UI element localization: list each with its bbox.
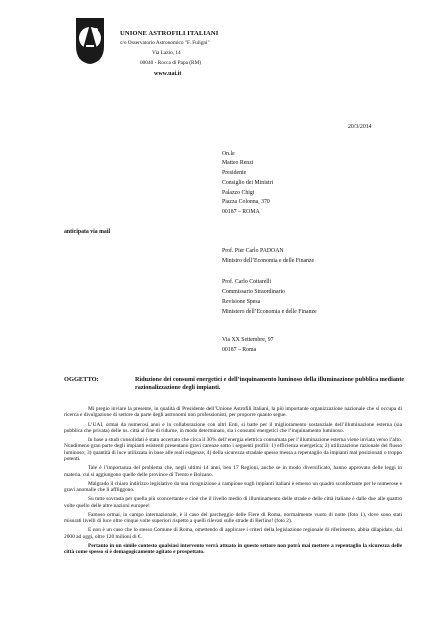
recipient3-dept: Revisione Spesa (222, 299, 261, 305)
recipient-office: Consiglio dei Ministri (222, 180, 274, 186)
address-line-1: c/o Osservatorio Astronomico "F. Fuligni" (120, 40, 210, 46)
uai-logo (72, 16, 108, 66)
subject-text: Riduzione dei consumi energetici e dell’inquinamento luminoso della illuminazione pubblica mediante razionalizzazione degli impianti. (135, 376, 405, 391)
recipient3-city: 00187 – Roma (222, 347, 257, 353)
recipient-name: Matteo Renzi (222, 160, 254, 166)
mail-note: anticipata via mail (64, 229, 111, 235)
recipient-title: On.le (222, 151, 235, 157)
subject-label: OGGETTO: (64, 376, 99, 383)
recipient-role: Presidente (222, 170, 247, 176)
body-paragraph-4: Tale è l’importanza del problema che, negli ultimi 14 anni, ben 17 Regioni, anche se in modo diversificato, hanno approvato delle leggi in materia. cui si aggiungono quelle delle province di Trento e Bolzano. (64, 465, 402, 478)
recipient2-name: Prof. Pier Carlo PADOAN (222, 248, 284, 254)
address-line-3: 00040 - Rocca di Papa (RM) (140, 60, 202, 66)
body-paragraph-1: Mi pregio inviare la presente, in qualità di Presidente dell’Unione Astrofili Italiani, la più importante organizzazione nazionale che si occupa di ricerca e divulgazione di settore da parte degli astronomi non professionisti, per proporre quanto segue. (64, 406, 402, 419)
recipient3-name: Prof. Carlo Cottarelli (222, 279, 272, 285)
body-paragraph-2: L’UAI, ormai da numerosi anni e in collaborazione con altri Enti, si batte per il miglioramento sostanziale dell’illuminazione esterna (sia pubblica che privata) delle ns. città al fine di ridurne, in modo determinato, sia i consumi energetici che l’inquinamento luminoso. (64, 421, 402, 434)
body-paragraph-8: E non è un caso che lo stesso Comune di Roma, omettendo di applicare i criteri della legislazione regionale di riferimento, abbia dilapidato, dal 2000 ad oggi, oltre 120 milioni di €. (64, 527, 402, 540)
body-paragraph-6: Su tutte sovrasta per quella più sconcertante e cioè che il livello medio di illuminamento delle strade e delle città italiane è dalle due alle quattro volte quello delle altre nazioni europee! (64, 496, 402, 509)
recipient3-street: Via XX Settembre, 97 (222, 337, 274, 343)
website-link[interactable]: www.uai.it (154, 71, 182, 77)
org-name: UNIONE ASTROFILI ITALIANI (120, 30, 219, 37)
recipient-street: Piazza Colonna, 370 (222, 199, 270, 205)
recipient2-role: Ministro dell’Economia e delle Finanze (222, 258, 315, 264)
recipient-city: 00187 – ROMA (222, 209, 260, 215)
letter-date: 20/3/2014 (348, 124, 372, 130)
recipient3-role: Commissario Straordinario (222, 289, 285, 295)
letter-body (64, 406, 402, 558)
body-paragraph-3: In base a studi consolidati è stato accertato che circa il 30% dell’energia elettrica consumata per l’illuminazione esterna viene inviata verso l’alto. Nondimeno gran parte degli impianti esistenti presentano gravi carenze sotto i seguenti profili: 1) efficienza energetica; 2) utilizzazione razionale del flusso luminoso; 3) quantità di luce utilizzata in base alle reali esigenze; 4) della sicurezza stradale spesso messa a repentaglio da impianti mal posizionati o troppo potenti. (64, 437, 402, 463)
body-paragraph-5: Malgrado il chiaro indirizzo legislativo da una ricognizione a campione sugli impianti italiani è emerso un quadro sconfortante per le numerose e gravi anomalie che li affliggono. (64, 480, 402, 494)
recipient-building: Palazzo Chigi (222, 190, 255, 196)
body-paragraph-7: Famoso ormai, in campo internazionale, è il caso del parcheggio delle Fiere di Roma, normalmente vuoto di notte (foto 1), dove sono stati misurati livelli di luce oltre cinque volte superiori rispetto a quelli rilevati sulle strade di Berlino! (foto 2). (64, 511, 402, 525)
recipient3-ministry: Ministero dell’Economia e delle Finanze (222, 309, 317, 315)
address-line-2: Via Lazio, 14 (152, 50, 181, 56)
body-paragraph-9: Pertanto in un simile contesto qualsiasi intervento verrà attuato in questo settore non potrà mai mettere a repentaglio la sicurezza delle città come spesso si è demagogicamente agitato e prospettato. (64, 542, 402, 556)
